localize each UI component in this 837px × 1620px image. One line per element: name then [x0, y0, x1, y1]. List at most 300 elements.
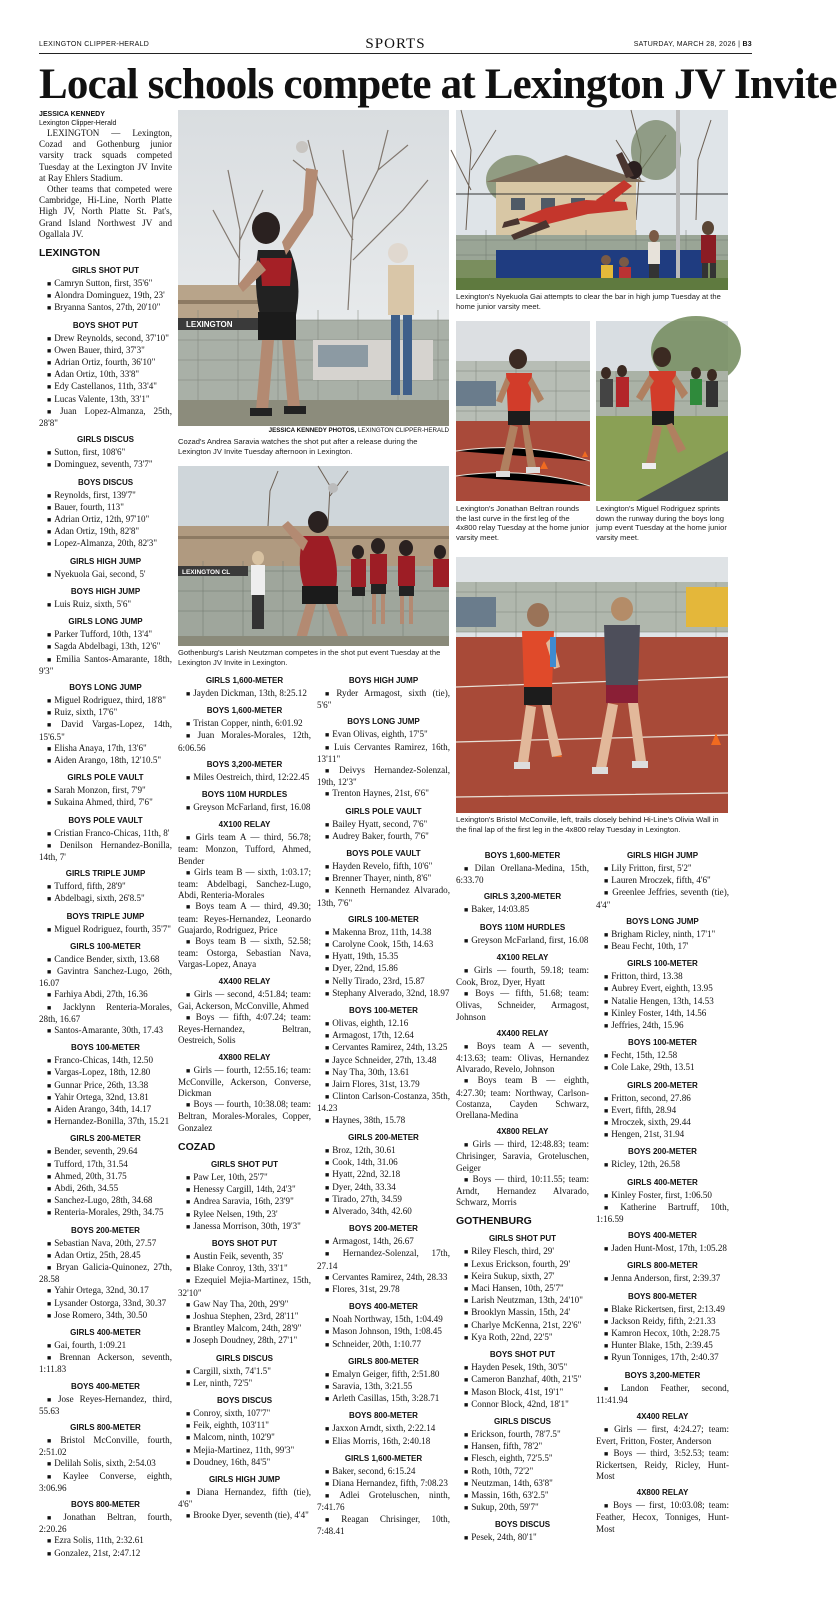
result-line: ■ Lopez-Almanza, 20th, 82'3" [39, 538, 172, 550]
result-line: ■ Adrian Ortiz, 12th, 97'10" [39, 514, 172, 526]
result-line: ■ Boys team A — seventh, 4:13.63; team: Olivas, Hernandez Alvarado, Revelo, Johnson [456, 1041, 589, 1076]
event-heading: GIRLS 400-METER [627, 1177, 698, 1187]
event-heading: BOYS POLE VAULT [68, 815, 143, 825]
result-line: ■ Nyekuola Gai, second, 5' [39, 569, 172, 581]
result-line: ■ Diana Hernandez, fifth (tie), 4'6" [178, 1487, 311, 1510]
result-line: ■ Neutzman, 14th, 63'8" [456, 1478, 589, 1490]
result-line: ■ Kya Roth, 22nd, 22'5" [456, 1332, 589, 1344]
result-line: ■ Sarah Monzon, first, 7'9" [39, 785, 172, 797]
result-line: ■ Sukaina Ahmed, third, 7'6" [39, 797, 172, 809]
result-line: ■ Reynolds, first, 139'7" [39, 490, 172, 502]
result-line: ■ Lysander Ostorga, 33nd, 30.37 [39, 1298, 172, 1310]
result-line: ■ Boys — third, 10:11.55; team: Arndt, Hernandez Alvarado, Schwarz, Morris [456, 1174, 589, 1209]
school-heading: LEXINGTON [39, 247, 101, 260]
result-line: ■ Boys — third, 3:52.53; team: Rickertsen, Reidy, Ricley, Hunt-Most [596, 1448, 729, 1483]
result-line: ■ Miguel Rodriguez, fourth, 35'7" [39, 924, 172, 936]
event-heading: GIRLS SHOT PUT [488, 1234, 557, 1244]
result-line: ■ Boys team B — sixth, 52.58; team: Ostorga, Sebastian Nava, Vargas-Lopez, Anaya [178, 936, 311, 971]
result-line: ■ Ezequiel Mejia-Martinez, 15th, 32'10" [178, 1275, 311, 1298]
event-heading: 4X400 RELAY [496, 1028, 549, 1038]
result-line: ■ Luis Cervantes Ramirez, 16th, 13'11" [317, 742, 450, 765]
result-line: ■ Jenna Anderson, first, 2:39.37 [596, 1273, 729, 1285]
result-line: ■ Nelly Tirado, 23rd, 15.87 [317, 976, 450, 988]
event-heading: BOYS 800-METER [71, 1500, 140, 1510]
result-line: ■ Malcom, ninth, 102'9" [178, 1432, 311, 1444]
result-line: ■ Charlye McKenna, 21st, 22'6" [456, 1320, 589, 1332]
result-line: ■ Delilah Solis, sixth, 2:54.03 [39, 1458, 172, 1470]
event-heading: BOYS 1,600-METER [206, 706, 283, 716]
result-line: ■ Mroczek, sixth, 29.44 [596, 1117, 729, 1129]
result-line: ■ Alondra Dominguez, 19th, 23' [39, 290, 172, 302]
result-line: ■ Boys — first, 10:03.08; team: Feather, Hecox, Tonniges, Hunt-Most [596, 1500, 729, 1535]
result-line: ■ Gai, fourth, 1:09.21 [39, 1340, 172, 1352]
result-line: ■ Gonzalez, 21st, 2:47.12 [39, 1548, 172, 1560]
publication-name: LEXINGTON CLIPPER-HERALD [39, 41, 150, 48]
result-line: ■ Sanchez-Lugo, 28th, 34.68 [39, 1195, 172, 1207]
result-line: ■ Mason Johnson, 19th, 1:08.45 [317, 1326, 450, 1338]
result-line: ■ Jose Reyes-Hernandez, third, 55.63 [39, 1394, 172, 1417]
event-heading: BOYS 1,600-METER [484, 851, 561, 860]
event-heading: GIRLS 100-METER [348, 914, 419, 924]
result-line: ■ Makenna Broz, 11th, 14.38 [317, 927, 450, 939]
result-line: ■ Erickson, fourth, 78'7.5" [456, 1429, 589, 1441]
school-heading: GOTHENBURG [456, 1215, 532, 1228]
result-line: ■ Bristol McConville, fourth, 2:51.02 [39, 1435, 172, 1458]
result-line: ■ Dyer, 22nd, 15.86 [317, 963, 450, 975]
result-line: ■ Noah Northway, 15th, 1:04.49 [317, 1314, 450, 1326]
result-line: ■ Flesch, eighth, 72'5.5" [456, 1453, 589, 1465]
byline-name: JESSICA KENNEDY [39, 111, 105, 118]
result-line: ■ Hyatt, 22nd, 32.18 [317, 1169, 450, 1181]
result-line: ■ Brenner Thayer, ninth, 8'6" [317, 873, 450, 885]
result-line: ■ Sebastian Nava, 20th, 27.57 [39, 1238, 172, 1250]
event-heading: BOYS 110M HURDLES [201, 790, 288, 800]
result-line: ■ Cargill, sixth, 74'1.5" [178, 1366, 311, 1378]
result-line: ■ Jayce Schneider, 27th, 13.48 [317, 1055, 450, 1067]
result-line: ■ Trenton Haynes, 21st, 6'6" [317, 788, 450, 800]
result-line: ■ Cervantes Ramirez, 24th, 28.33 [317, 1272, 450, 1284]
result-line: ■ Evert, fifth, 28.94 [596, 1105, 729, 1117]
result-line: ■ Juan Lopez-Almanza, 25th, 28'8" [39, 406, 172, 429]
result-line: ■ Stephany Alverado, 32nd, 18.97 [317, 988, 450, 1000]
result-line: ■ Cook, 14th, 31.06 [317, 1157, 450, 1169]
event-heading: GIRLS POLE VAULT [345, 806, 422, 816]
result-line: ■ Landon Feather, second, 11:41.94 [596, 1383, 729, 1406]
event-heading: 4X400 RELAY [218, 976, 271, 986]
result-line: ■ Miguel Rodriguez, third, 18'8" [39, 695, 172, 707]
result-line: ■ Abdelbagi, sixth, 26'8.5" [39, 893, 172, 905]
result-line: ■ Girls team A — third, 56.78; team: Monzon, Tufford, Ahmed, Bender [178, 832, 311, 867]
result-line: ■ Mason Block, 41st, 19'1" [456, 1387, 589, 1399]
result-line: ■ Adan Ortiz, 25th, 28.45 [39, 1250, 172, 1262]
caption-photo-4: Lexington's Jonathan Beltran rounds the last curve in the first leg of the 4x800 relay Tuesday at the home junior varsity meet. [456, 504, 589, 542]
result-line: ■ Hunter Blake, 15th, 2:39.45 [596, 1340, 729, 1352]
result-line: ■ Bauer, fourth, 113" [39, 502, 172, 514]
intro-paragraph-1: LEXINGTON — Lexington, Cozad and Gothenburg junior varsity track squads competed Tuesday at the Lexington JV Invite at Ray Ehlers Stadium. [39, 128, 172, 183]
result-line: ■ David Vargas-Lopez, 14th, 15'6.5" [39, 719, 172, 742]
result-line: ■ Brantley Malcom, 24th, 28'9" [178, 1323, 311, 1335]
result-line: ■ Jaxxon Arndt, sixth, 2:22.14 [317, 1423, 450, 1435]
result-line: ■ Roth, 10th, 72'2" [456, 1466, 589, 1478]
section-name: SPORTS [365, 36, 426, 52]
result-line: ■ Tufford, fifth, 28'9" [39, 881, 172, 893]
event-heading: GIRLS 100-METER [70, 941, 141, 951]
result-line: ■ Jose Romero, 34th, 30.50 [39, 1310, 172, 1322]
result-line: ■ Schneider, 20th, 1:10.77 [317, 1339, 450, 1351]
event-heading: BOYS DISCUS [216, 1395, 273, 1405]
result-line: ■ Ryun Tonniges, 17th, 2:40.37 [596, 1352, 729, 1364]
event-heading: GIRLS 100-METER [627, 959, 698, 969]
result-line: ■ Connor Block, 42nd, 18'1" [456, 1399, 589, 1411]
result-line: ■ Fritton, third, 13.38 [596, 971, 729, 983]
result-line: ■ Greyson McFarland, first, 16.08 [178, 802, 311, 814]
event-heading: BOYS 800-METER [628, 1291, 697, 1301]
result-line: ■ Mejia-Martinez, 11th, 99'3" [178, 1445, 311, 1457]
svg-text:LEXINGTON: LEXINGTON [186, 320, 233, 329]
event-heading: BOYS SHOT PUT [489, 1350, 556, 1360]
event-heading: BOYS 100-METER [349, 1006, 418, 1016]
result-line: ■ Sagda Abdelbagi, 13th, 12'6" [39, 641, 172, 653]
result-line: ■ Adan Ortiz, 19th, 82'8" [39, 526, 172, 538]
result-line: ■ Joseph Doudney, 28th, 27'1" [178, 1335, 311, 1347]
event-heading: GIRLS POLE VAULT [67, 773, 144, 783]
event-heading: GIRLS DISCUS [216, 1353, 273, 1363]
event-heading: 4X100 RELAY [496, 952, 549, 962]
result-line: ■ Clinton Carlson-Costanza, 35th, 14.23 [317, 1091, 450, 1114]
result-line: ■ Girls — fourth, 12:55.16; team: McConville, Ackerson, Converse, Dickman [178, 1065, 311, 1100]
result-line: ■ Fecht, 15th, 12.58 [596, 1050, 729, 1062]
result-line: ■ Hernandez-Bonilla, 37th, 15.21 [39, 1116, 172, 1128]
result-line: ■ Bryan Galicia-Quinonez, 27th, 28.58 [39, 1262, 172, 1285]
masthead [39, 36, 752, 54]
result-line: ■ Jonathan Beltran, fourth, 2:20.26 [39, 1512, 172, 1535]
result-line: ■ Farhiya Abdi, 27th, 16.36 [39, 989, 172, 1001]
result-line: ■ Austin Feik, seventh, 35' [178, 1251, 311, 1263]
event-heading: GIRLS 3,200-METER [483, 892, 562, 902]
result-line: ■ Lexus Erickson, fourth, 29' [456, 1259, 589, 1271]
result-line: ■ Baker, 14:03.85 [456, 904, 589, 916]
result-line: ■ Adan Ortiz, 10th, 33'8" [39, 369, 172, 381]
event-heading: BOYS LONG JUMP [626, 916, 699, 926]
result-line: ■ Hayden Revelo, fifth, 10'6" [317, 861, 450, 873]
result-line: ■ Dominguez, seventh, 73'7" [39, 459, 172, 471]
caption-photo-2: Gothenburg's Larish Neutzman competes in the shot put event Tuesday at the Lexington JV Invite in Lexington. [178, 648, 441, 667]
event-heading: 4X800 RELAY [636, 1488, 689, 1498]
result-line: ■ Maci Hansen, 10th, 25'7" [456, 1283, 589, 1295]
result-line: ■ Armagost, 17th, 12.64 [317, 1030, 450, 1042]
caption-photo-5: Lexington's Miguel Rodriguez sprints down the runway during the boys long jump event Tuesday at the home junior varsity meet. [596, 504, 727, 542]
result-line: ■ Jayden Dickman, 13th, 8:25.12 [178, 688, 311, 700]
result-line: ■ Ler, ninth, 72'5" [178, 1378, 311, 1390]
result-line: ■ Nay Tha, 30th, 13.61 [317, 1067, 450, 1079]
result-line: ■ Sukup, 20th, 59'7" [456, 1502, 589, 1514]
photo-shot-put-saravia [178, 110, 449, 426]
result-line: ■ Kamron Hecox, 10th, 2:28.75 [596, 1328, 729, 1340]
result-line: ■ Olivas, eighth, 12.16 [317, 1018, 450, 1030]
result-line: ■ Abdi, 26th, 34.55 [39, 1183, 172, 1195]
result-line: ■ Aiden Arango, 34th, 14.17 [39, 1104, 172, 1116]
event-heading: BOYS 3,200-METER [624, 1370, 701, 1380]
result-line: ■ Broz, 12th, 30.61 [317, 1145, 450, 1157]
result-line: ■ Bryanna Santos, 27th, 20'10" [39, 302, 172, 314]
result-line: ■ Hengen, 21st, 31.94 [596, 1129, 729, 1141]
result-line: ■ Adrian Ortiz, fourth, 36'10" [39, 357, 172, 369]
result-line: ■ Bender, seventh, 29.64 [39, 1146, 172, 1158]
caption-photo-6: Lexington's Bristol McConville, left, trails closely behind Hi-Line's Olivia Wall in the final lap of the first leg in the 4x800 relay Tuesday in Lexington. [456, 815, 719, 834]
result-line: ■ Blake Conroy, 13th, 33'1" [178, 1263, 311, 1275]
result-line: ■ Keira Sukup, sixth, 27' [456, 1271, 589, 1283]
result-line: ■ Kinley Foster, first, 1:06.50 [596, 1190, 729, 1202]
result-line: ■ Conroy, sixth, 107'7" [178, 1408, 311, 1420]
result-line: ■ Yahir Ortega, 32nd, 13.81 [39, 1092, 172, 1104]
result-line: ■ Girls — third, 12:48.83; team: Chrisinger, Saravia, Groteluschen, Geiger [456, 1139, 589, 1174]
result-line: ■ Hansen, fifth, 78'2" [456, 1441, 589, 1453]
result-line: ■ Lucas Valente, 13th, 33'1" [39, 394, 172, 406]
event-heading: BOYS 100-METER [71, 1043, 140, 1053]
result-line: ■ Dyer, 24th, 33.34 [317, 1182, 450, 1194]
event-heading: BOYS LONG JUMP [347, 717, 420, 727]
event-heading: BOYS 200-METER [628, 1147, 697, 1157]
result-line: ■ Fritton, second, 27.86 [596, 1093, 729, 1105]
result-line: ■ Boys team A — third, 49.30; team: Reyes-Hernandez, Leonardo Guajardo, Rodriguez, Price [178, 901, 311, 936]
result-line: ■ Haynes, 38th, 15.78 [317, 1115, 450, 1127]
result-line: ■ Aiden Arango, 18th, 12'10.5" [39, 755, 172, 767]
result-line: ■ Boys team B — eighth, 4:27.30; team: Northway, Carlson-Costanza, Cayden Schwarz, Orellana-Medina [456, 1075, 589, 1121]
result-line: ■ Saravia, 13th, 3:21.55 [317, 1381, 450, 1393]
result-line: ■ Blake Rickertsen, first, 2:13.49 [596, 1304, 729, 1316]
event-heading: BOYS LONG JUMP [69, 682, 142, 692]
result-line: ■ Dilan Orellana-Medina, 15th, 6:33.70 [456, 863, 589, 886]
result-line: ■ Jacklynn Renteria-Morales, 28th, 16.67 [39, 1002, 172, 1025]
photo-high-jump-gai [456, 110, 728, 290]
results-column-1 [39, 111, 172, 1558]
result-line: ■ Hayden Pesek, 19th, 30'5" [456, 1362, 589, 1374]
result-line: ■ Ricley, 12th, 26.58 [596, 1159, 729, 1171]
results-column-2 [178, 670, 311, 1544]
result-line: ■ Sutton, first, 108'6" [39, 447, 172, 459]
event-heading: 4X400 RELAY [636, 1412, 689, 1422]
svg-text:LEXINGTON CL: LEXINGTON CL [182, 569, 231, 576]
result-line: ■ Armagost, 14th, 26.67 [317, 1236, 450, 1248]
result-line: ■ Gunnar Price, 26th, 13.38 [39, 1080, 172, 1092]
result-line: ■ Boys — fourth, 10:38.08; team: Beltran, Morales-Morales, Copper, Gonzalez [178, 1099, 311, 1134]
result-line: ■ Emilia Santos-Amarante, 18th, 9'3" [39, 654, 172, 677]
result-line: ■ Janessa Morrison, 30th, 19'3" [178, 1221, 311, 1233]
result-line: ■ Brooklyn Massin, 15th, 24' [456, 1307, 589, 1319]
result-line: ■ Boys — fifth, 51.68; team: Olivas, Schneider, Armagost, Johnson [456, 988, 589, 1023]
result-line: ■ Evan Olivas, eighth, 17'5" [317, 729, 450, 741]
result-line: ■ Ezra Solis, 11th, 2:32.61 [39, 1535, 172, 1547]
result-line: ■ Alverado, 34th, 42.60 [317, 1206, 450, 1218]
result-line: ■ Baker, second, 6:15.24 [317, 1466, 450, 1478]
event-heading: GIRLS LONG JUMP [68, 617, 143, 627]
event-heading: BOYS DISCUS [494, 1520, 551, 1530]
result-line: ■ Aubrey Evert, eighth, 13.95 [596, 983, 729, 995]
event-heading: 4X800 RELAY [218, 1052, 271, 1062]
headline: Local schools compete at Lexington JV Invite [39, 61, 837, 108]
event-heading: BOYS SHOT PUT [72, 320, 139, 330]
event-heading: 4X800 RELAY [496, 1127, 549, 1137]
event-heading: BOYS HIGH JUMP [70, 586, 141, 596]
result-line: ■ Boys — fifth, 4:07.24; team: Reyes-Hernandez, Beltran, Oestreich, Solis [178, 1012, 311, 1047]
event-heading: GIRLS 800-METER [70, 1423, 141, 1433]
result-line: ■ Gaw Nay Tha, 20th, 29'9" [178, 1299, 311, 1311]
event-heading: BOYS 3,200-METER [206, 759, 283, 769]
result-line: ■ Greyson McFarland, first, 16.08 [456, 935, 589, 947]
result-line: ■ Drew Reynolds, second, 37'10" [39, 333, 172, 345]
result-line: ■ Hyatt, 19th, 15.35 [317, 951, 450, 963]
result-line: ■ Kenneth Hernandez Alvarado, 13th, 7'6" [317, 885, 450, 908]
result-line: ■ Elias Morris, 16th, 2:40.18 [317, 1436, 450, 1448]
result-line: ■ Flores, 31st, 29.78 [317, 1284, 450, 1296]
result-line: ■ Joshua Stephen, 23rd, 28'11" [178, 1311, 311, 1323]
result-line: ■ Franco-Chicas, 14th, 12.50 [39, 1055, 172, 1067]
photo-credit: JESSICA KENNEDY PHOTOS, LEXINGTON CLIPPER-HERALD [268, 427, 449, 434]
photo-shot-put-neutzman [178, 466, 449, 646]
result-line: ■ Andrea Saravia, 16th, 23'9" [178, 1196, 311, 1208]
result-line: ■ Feik, eighth, 103'11" [178, 1420, 311, 1432]
issue-date: SATURDAY, MARCH 28, 2026 | B3 [633, 41, 752, 48]
results-column-4 [456, 845, 589, 1544]
page-number: B3 [742, 41, 752, 48]
result-line: ■ Kinley Foster, 14th, 14.56 [596, 1008, 729, 1020]
result-line: ■ Adlei Groteluschen, ninth, 7:41.76 [317, 1490, 450, 1513]
result-line: ■ Natalie Hengen, 13th, 14.53 [596, 996, 729, 1008]
byline [39, 111, 172, 128]
result-line: ■ Kaylee Converse, eighth, 3:06.96 [39, 1471, 172, 1494]
event-heading: BOYS HIGH JUMP [348, 676, 419, 685]
result-line: ■ Girls — second, 4:51.84; team: Gai, Ackerson, McConville, Ahmed [178, 989, 311, 1012]
result-line: ■ Tufford, 17th, 31.54 [39, 1159, 172, 1171]
result-line: ■ Rylee Nelsen, 19th, 23' [178, 1209, 311, 1221]
result-line: ■ Cristian Franco-Chicas, 11th, 8' [39, 828, 172, 840]
event-heading: BOYS 400-METER [349, 1302, 418, 1312]
result-line: ■ Edy Castellanos, 11th, 33'4" [39, 381, 172, 393]
result-line: ■ Denilson Hernandez-Bonilla, 14th, 7' [39, 840, 172, 863]
event-heading: GIRLS 200-METER [348, 1132, 419, 1142]
intro-paragraph-2: Other teams that competed were Cambridge, Hi-Line, North Platte High JV, North Platte St. Pat's, Grand Island Northwest JV and Ogallala JV. [39, 184, 172, 239]
result-line: ■ Cameron Banzhaf, 40th, 21'5" [456, 1374, 589, 1386]
result-line: ■ Beau Fecht, 10th, 17' [596, 941, 729, 953]
result-line: ■ Doudney, 16th, 84'5" [178, 1457, 311, 1469]
event-heading: GIRLS HIGH JUMP [626, 851, 699, 860]
result-line: ■ Vargas-Lopez, 18th, 12.80 [39, 1067, 172, 1079]
result-line: ■ Girls team B — sixth, 1:03.17; team: Abdelbagi, Sanchez-Lugo, Abdi, Renteria-Morales [178, 867, 311, 902]
caption-photo-3: Lexington's Nyekuola Gai attempts to clear the bar in high jump Tuesday at the home junior varsity meet. [456, 292, 721, 311]
result-line: ■ Audrey Baker, fourth, 7'6" [317, 831, 450, 843]
event-heading: GIRLS 1,600-METER [205, 676, 284, 685]
result-line: ■ Santos-Amarante, 30th, 17.43 [39, 1025, 172, 1037]
byline-org: Lexington Clipper-Herald [39, 119, 117, 127]
result-line: ■ Paw Ler, 10th, 25'7" [178, 1172, 311, 1184]
event-heading: BOYS 200-METER [71, 1225, 140, 1235]
caption-photo-1: Cozad's Andrea Saravia watches the shot put after a release during the Lexington JV Invite Tuesday afternoon in Lexington. [178, 437, 418, 456]
event-heading: GIRLS SHOT PUT [210, 1159, 279, 1169]
result-line: ■ Girls — fourth, 59.18; team: Cook, Broz, Dyer, Hyatt [456, 965, 589, 988]
event-heading: BOYS 110M HURDLES [479, 922, 566, 932]
result-line: ■ Parker Tufford, 10th, 13'4" [39, 629, 172, 641]
result-line: ■ Katherine Bartruff, 10th, 1:16.59 [596, 1202, 729, 1225]
event-heading: GIRLS 200-METER [627, 1080, 698, 1090]
event-heading: GIRLS TRIPLE JUMP [65, 869, 146, 879]
event-heading: GIRLS 400-METER [70, 1328, 141, 1338]
results-column-5 [596, 845, 729, 1544]
event-heading: GIRLS DISCUS [494, 1416, 551, 1426]
event-heading: BOYS 400-METER [628, 1231, 697, 1241]
event-heading: GIRLS 800-METER [348, 1356, 419, 1366]
event-heading: BOYS SHOT PUT [211, 1238, 278, 1248]
event-heading: BOYS 200-METER [349, 1224, 418, 1234]
event-heading: GIRLS HIGH JUMP [69, 556, 142, 566]
result-line: ■ Luis Ruiz, sixth, 5'6" [39, 599, 172, 611]
result-line: ■ Lily Fritton, first, 5'2" [596, 863, 729, 875]
result-line: ■ Greenlee Jeffries, seventh (tie), 4'4" [596, 887, 729, 910]
result-line: ■ Jeffries, 24th, 15.96 [596, 1020, 729, 1032]
result-line: ■ Juan Morales-Morales, 12th, 6:06.56 [178, 730, 311, 753]
result-line: ■ Tristan Copper, ninth, 6:01.92 [178, 718, 311, 730]
result-line: ■ Ruiz, sixth, 17'6" [39, 707, 172, 719]
result-line: ■ Ryder Armagost, sixth (tie), 5'6" [317, 688, 450, 711]
school-heading: COZAD [178, 1140, 216, 1153]
result-line: ■ Brennan Ackerson, seventh, 1:11.83 [39, 1352, 172, 1375]
result-line: ■ Deivys Hernandez-Solenzal, 19th, 12'3" [317, 765, 450, 788]
event-heading: BOYS TRIPLE JUMP [66, 911, 145, 921]
result-line: ■ Lauren Mroczek, fifth, 4'6" [596, 875, 729, 887]
event-heading: BOYS 100-METER [628, 1038, 697, 1048]
photo-relay-beltran [456, 321, 590, 501]
result-line: ■ Diana Hernandez, fifth, 7:08.23 [317, 1478, 450, 1490]
event-heading: GIRLS 200-METER [70, 1134, 141, 1144]
result-line: ■ Carolyne Cook, 15th, 14.63 [317, 939, 450, 951]
result-line: ■ Jackson Reidy, fifth, 2:21.33 [596, 1316, 729, 1328]
result-line: ■ Owen Bauer, third, 37'3" [39, 345, 172, 357]
result-line: ■ Girls — first, 4:24.27; team: Evert, Fritton, Foster, Anderson [596, 1424, 729, 1447]
result-line: ■ Brooke Dyer, seventh (tie), 4'4" [178, 1510, 311, 1522]
result-line: ■ Ahmed, 20th, 31.75 [39, 1171, 172, 1183]
event-heading: BOYS 400-METER [71, 1381, 140, 1391]
result-line: ■ Candice Bender, sixth, 13.68 [39, 954, 172, 966]
result-line: ■ Elisha Anaya, 17th, 13'6" [39, 743, 172, 755]
result-line: ■ Riley Flesch, third, 29' [456, 1246, 589, 1258]
result-line: ■ Emalyn Geiger, fifth, 2:51.80 [317, 1369, 450, 1381]
result-line: ■ Arleth Casillas, 15th, 3:28.71 [317, 1393, 450, 1405]
result-line: ■ Miles Oestreich, third, 12:22.45 [178, 772, 311, 784]
photo-long-jump-rodriguez [596, 321, 728, 501]
event-heading: 4X100 RELAY [218, 820, 271, 830]
event-heading: GIRLS DISCUS [77, 435, 134, 445]
event-heading: GIRLS HIGH JUMP [208, 1474, 281, 1484]
result-line: ■ Yahir Ortega, 32nd, 30.17 [39, 1285, 172, 1297]
result-line: ■ Brigham Ricley, ninth, 17'1" [596, 929, 729, 941]
event-heading: GIRLS 800-METER [627, 1261, 698, 1271]
result-line: ■ Renteria-Morales, 29th, 34.75 [39, 1207, 172, 1219]
result-line: ■ Bailey Hyatt, second, 7'6" [317, 819, 450, 831]
result-line: ■ Cole Lake, 29th, 13.51 [596, 1062, 729, 1074]
event-heading: BOYS DISCUS [77, 477, 134, 487]
result-line: ■ Jaden Hunt-Most, 17th, 1:05.28 [596, 1243, 729, 1255]
result-line: ■ Pesek, 24th, 80'1" [456, 1532, 589, 1544]
result-line: ■ Henessy Cargill, 14th, 24'3" [178, 1184, 311, 1196]
event-heading: BOYS 800-METER [349, 1411, 418, 1421]
result-line: ■ Larish Neutzman, 13th, 24'10" [456, 1295, 589, 1307]
results-column-3 [317, 670, 450, 1544]
result-line: ■ Jairn Flores, 31st, 13.79 [317, 1079, 450, 1091]
result-line: ■ Cervantes Ramirez, 24th, 13.25 [317, 1042, 450, 1054]
result-line: ■ Hernandez-Solenzal, 17th, 27.14 [317, 1248, 450, 1271]
result-line: ■ Reagan Chrisinger, 10th, 7:48.41 [317, 1514, 450, 1537]
event-heading: GIRLS SHOT PUT [71, 266, 140, 276]
event-heading: BOYS POLE VAULT [346, 849, 421, 859]
